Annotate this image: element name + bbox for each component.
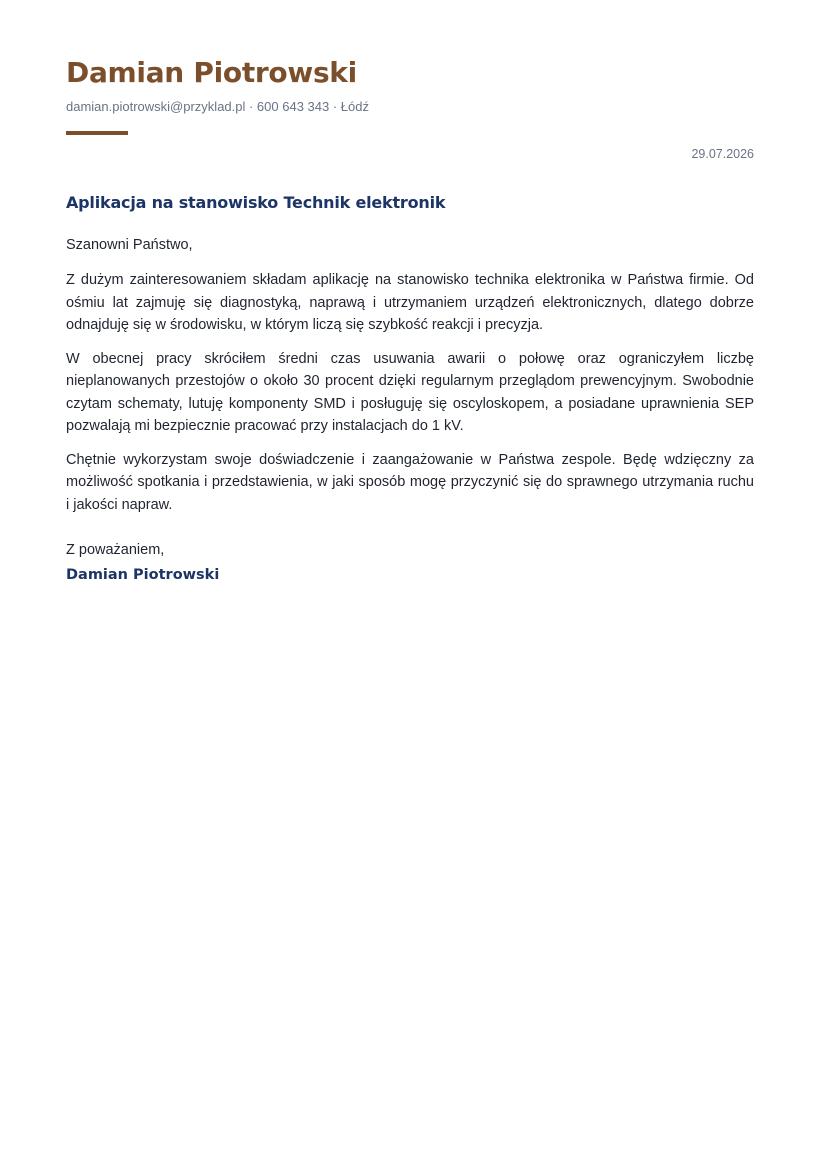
letter-date: 29.07.2026: [691, 147, 754, 161]
letter-paragraph: Z dużym zainteresowaniem składam aplikację na stanowisko technika elektronika w Państwa firmie. Od ośmiu lat zajmuję się diagnostyką, naprawą i utrzymaniem urządzeń elektronicznych, dlatego dobrze odnajduję się w środowisku, w którym liczą się szybkość reakcji i precyzja.: [66, 272, 754, 333]
letter-salutation: Szanowni Państwo,: [66, 237, 193, 253]
sender-name: Damian Piotrowski: [66, 56, 357, 89]
letter-paragraph: W obecnej pracy skróciłem średni czas usuwania awarii o połowę oraz ograniczyłem liczbę nieplanowanych przestojów o około 30 procent dzięki regularnym przeglądom prewencyjnym. Swobodnie czytam schematy, lutuję komponenty SMD i posługuję się oscyloskopem, a posiadane uprawnienia SEP pozwalają mi bezpiecznie pracować przy instalacjach do 1 kV.: [66, 350, 754, 434]
letter-signature: Damian Piotrowski: [66, 567, 220, 583]
letter-closing: Z poważaniem,: [66, 542, 165, 558]
letter-subject: Aplikacja na stanowisko Technik elektronik: [66, 193, 446, 212]
letter-body: [66, 269, 754, 527]
sender-contact-line: damian.piotrowski@przyklad.pl · 600 643 343 · Łódź: [66, 99, 369, 114]
letter-paragraph: Chętnie wykorzystam swoje doświadczenie i zaangażowanie w Państwa zespole. Będę wdzięczny za możliwość spotkania i przedstawienia, w jaki sposób mogę przyczynić się do sprawnego utrzymania ruchu i jakości napraw.: [66, 451, 754, 513]
header-accent-rule: [66, 131, 128, 135]
